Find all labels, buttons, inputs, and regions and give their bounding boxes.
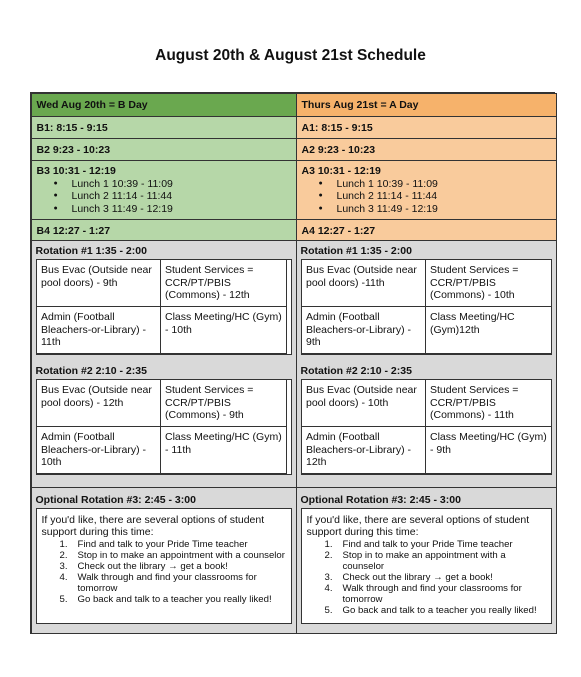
a-day-header: Thurs Aug 21st = A Day — [296, 93, 557, 117]
rotation-cell: Class Meeting/HC (Gym) - 11th — [160, 426, 287, 474]
rotation-cell: Admin (Football Bleachers-or-Library) - 12th — [301, 426, 426, 474]
rotation-cell: Student Services = CCR/PT/PBIS (Commons) - 12th — [160, 259, 287, 307]
lunch-item: ● Lunch 2 11:14 - 11:44 — [302, 190, 551, 203]
a1-block: A1: 8:15 - 9:15 — [296, 116, 557, 139]
option-item: 4. Walk through and find your classrooms for tomorrow — [324, 582, 522, 605]
a3-block — [296, 160, 557, 220]
option-item: 1. Find and talk to your Pride Time teacher — [59, 538, 248, 550]
rotation-cell — [425, 259, 552, 307]
rotation-2-grid — [36, 379, 292, 475]
a2-block: A2 9:23 - 10:23 — [296, 138, 557, 161]
rotation-1-title: Rotation #1 1:35 - 2:00 — [300, 244, 412, 257]
rotation-2-title: Rotation #2 2:10 - 2:35 — [35, 364, 147, 377]
option-item: 3. Check out the library → get a book! — [59, 560, 228, 572]
a3-block-time: A3 10:31 - 12:19 — [301, 164, 381, 177]
b3-block — [31, 160, 297, 220]
a-day-rotations — [296, 240, 557, 488]
option-item: 1. Find and talk to your Pride Time teacher — [324, 538, 513, 550]
rotation-cell: Admin (Football Bleachers-or-Library) - 11th — [36, 306, 161, 354]
rotation-cell: Admin (Football Bleachers-or-Library) - 9th — [301, 306, 426, 354]
rotation-cell: Student Services = CCR/PT/PBIS (Commons) - 11th — [425, 379, 552, 427]
rotation-2-title: Rotation #2 2:10 - 2:35 — [300, 364, 412, 377]
b1-block: B1: 8:15 - 9:15 — [31, 116, 297, 139]
lunch-item: ● Lunch 1 10:39 - 11:09 — [37, 178, 291, 191]
rotation-cell-text: Student Services = CCR/PT/PBIS (Commons) - 10th — [430, 264, 519, 301]
b3-block-time: B3 10:31 - 12:19 — [36, 164, 116, 177]
option-item: 4. Walk through and find your classrooms for tomorrow — [59, 571, 257, 594]
b-day-rotations — [31, 240, 297, 488]
page-title: August 20th & August 21st Schedule — [155, 47, 426, 64]
option-item: 3. Check out the library → get a book! — [324, 571, 493, 583]
option-item: 2. Stop in to make an appointment with a counselor — [59, 549, 285, 561]
rotation-cell: Class Meeting/HC (Gym) - 10th — [160, 306, 287, 354]
schedule-table — [30, 92, 555, 634]
rotation-cell: Bus Evac (Outside near pool doors) - 12th — [36, 379, 161, 427]
rotation-cell: Bus Evac (Outside near pool doors) -11th — [301, 259, 426, 307]
optional-rotation-title: Optional Rotation #3: 2:45 - 3:00 — [300, 493, 461, 506]
rotation-cell: Bus Evac (Outside near pool doors) - 10th — [301, 379, 426, 427]
optional-options-list — [307, 539, 546, 616]
optional-intro: If you'd like, there are several options of student support during this time: — [41, 513, 265, 538]
option-item: 2. Stop in to make an appointment with a counselor — [324, 549, 506, 572]
a-day-optional-rotation — [296, 487, 557, 634]
a4-block: A4 12:27 - 1:27 — [296, 219, 557, 241]
rotation-2-grid — [301, 379, 552, 475]
lunch-item: ● Lunch 3 11:49 - 12:19 — [37, 203, 291, 216]
optional-intro: If you'd like, there are several options of student support during this time: — [306, 513, 530, 538]
optional-rotation-title: Optional Rotation #3: 2:45 - 3:00 — [35, 493, 196, 506]
optional-rotation-box — [301, 508, 552, 624]
option-item: 5. Go back and talk to a teacher you really liked! — [324, 604, 537, 616]
b-day-optional-rotation — [31, 487, 297, 634]
b-day-header: Wed Aug 20th = B Day — [31, 93, 297, 117]
a3-lunch-list — [302, 178, 551, 216]
lunch-item: ● Lunch 1 10:39 - 11:09 — [302, 178, 551, 191]
rotation-cell: Class Meeting/HC (Gym)12th — [425, 306, 552, 354]
optional-rotation-box — [36, 508, 292, 624]
rotation-1-grid — [36, 259, 292, 355]
optional-options-list — [42, 539, 286, 605]
rotation-cell: Class Meeting/HC (Gym) - 9th — [425, 426, 552, 474]
option-item: 5. Go back and talk to a teacher you really liked! — [59, 593, 272, 605]
b2-block: B2 9:23 - 10:23 — [31, 138, 297, 161]
rotation-1-grid — [301, 259, 552, 355]
rotation-cell: Student Services = CCR/PT/PBIS (Commons) - 9th — [160, 379, 287, 427]
rotation-cell: Bus Evac (Outside near pool doors) - 9th — [36, 259, 161, 307]
b3-lunch-list — [37, 178, 291, 216]
lunch-item: ● Lunch 3 11:49 - 12:19 — [302, 203, 551, 216]
rotation-1-title: Rotation #1 1:35 - 2:00 — [35, 244, 147, 257]
rotation-cell: Admin (Football Bleachers-or-Library) - 10th — [36, 426, 161, 474]
b4-block: B4 12:27 - 1:27 — [31, 219, 297, 241]
lunch-item: ● Lunch 2 11:14 - 11:44 — [37, 190, 291, 203]
